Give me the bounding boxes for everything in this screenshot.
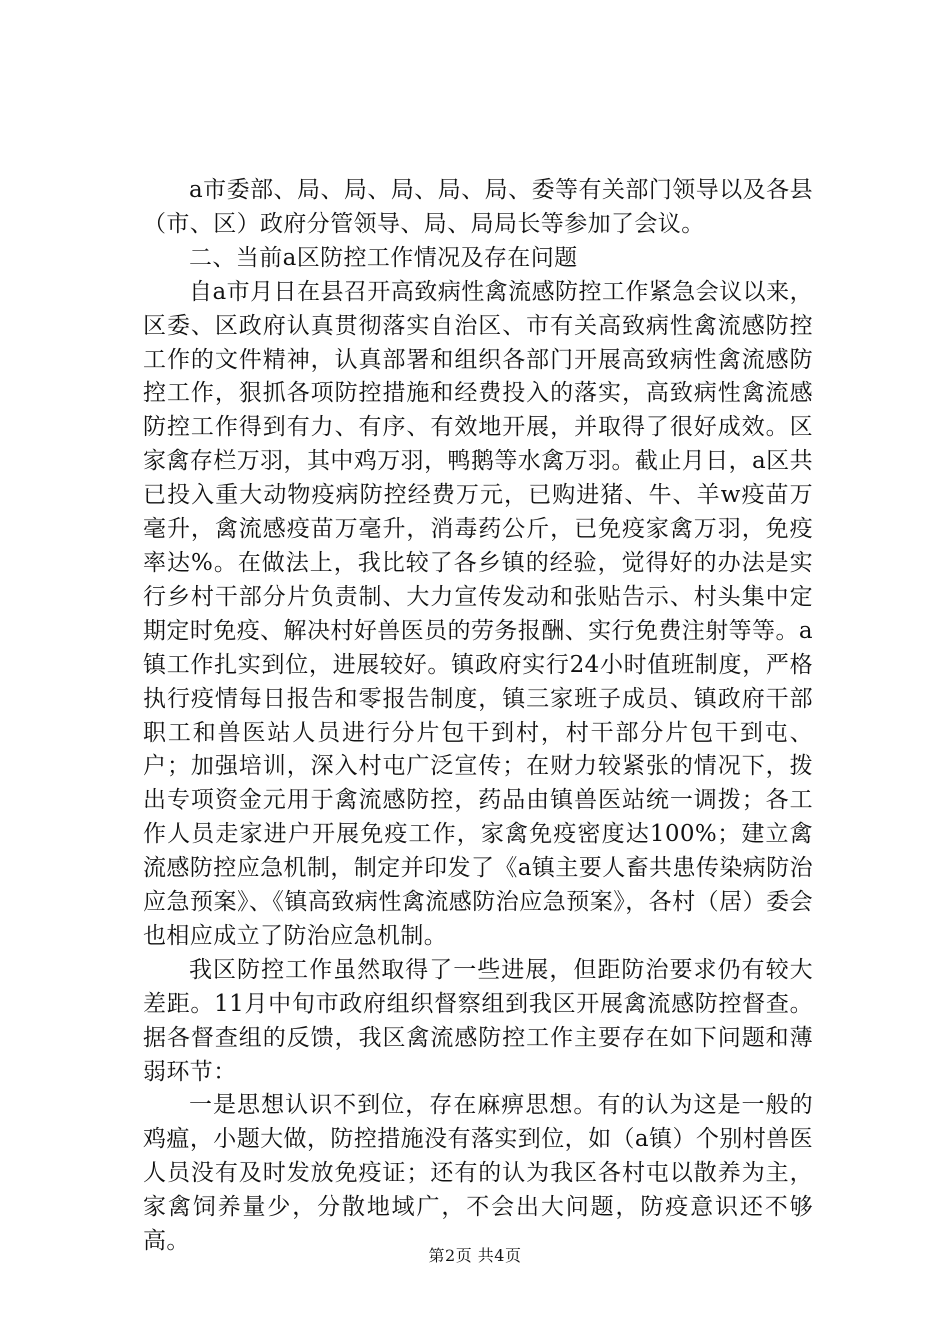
section-heading: 二、当前a区防控工作情况及存在问题 bbox=[189, 244, 578, 271]
paragraph-progress: 自a市月日在县召开高致病性禽流感防控工作紧急会议以来，区委、区政府认真贯彻落实自治区、市有关高致病性禽流感防控工作的文件精神，认真部署和组织各部门开展高致病性禽流感防控工作，狠抓各项防控措施和经费投入的落实，高致病性禽流感防控工作得到有力、有序、有效地开展，并取得了很好成效。区家禽存栏万羽，其中鸡万羽，鸭鹅等水禽万羽。截止月日，a区共已投入重大动物疫病防控经费万元，已购进猪、牛、羊w疫苗万毫升，禽流感疫苗万毫升，消毒药公斤，已免疫家禽万羽，免疫率达%。在做法上，我比较了各乡镇的经验，觉得好的办法是实行乡村干部分片负责制、大力宣传发动和张贴告示、村头集中定期定时免疫、解决村好兽医员的劳务报酬、实行免费注射等等。a镇工作扎实到位，进展较好。镇政府实行24小时值班制度，严格执行疫情每日报告和零报告制度，镇三家班子成员、镇政府干部职工和兽医站人员进行分片包干到村，村干部分片包干到屯、户；加强培训，深入村屯广泛宣传；在财力较紧张的情况下，拨出专项资金元用于禽流感防控，药品由镇兽医站统一调拨；各工作人员走家进户开展免疫工作，家禽免疫密度达100%；建立禽流感防控应急机制，制定并印发了《a镇主要人畜共患传染病防治应急预案》、《镇高致病性禽流感防治应急预案》，各村（居）委会也相应成立了防治应急机制。 bbox=[143, 278, 813, 949]
paragraph-problem-one: 一是思想认识不到位，存在麻痹思想。有的认为这是一般的鸡瘟，小题大做，防控措施没有落实到位，如（a镇）个别村兽医人员没有及时发放免疫证；还有的认为我区各村屯以散养为主，家禽饲养量少，分散地域广，不会出大问题，防疫意识还不够高。 bbox=[143, 1092, 813, 1255]
document-body bbox=[143, 174, 813, 1259]
page-number-footer: 第2页 共4页 bbox=[428, 1246, 522, 1265]
paragraph-gaps: 我区防控工作虽然取得了一些进展，但距防治要求仍有较大差距。11月中旬市政府组织督察组到我区开展禽流感防控督查。据各督查组的反馈，我区禽流感防控工作主要存在如下问题和薄弱环节： bbox=[143, 956, 813, 1085]
paragraph-attendees: a市委部、局、局、局、局、局、委等有关部门领导以及各县（市、区）政府分管领导、局、局局长等参加了会议。 bbox=[143, 177, 813, 237]
